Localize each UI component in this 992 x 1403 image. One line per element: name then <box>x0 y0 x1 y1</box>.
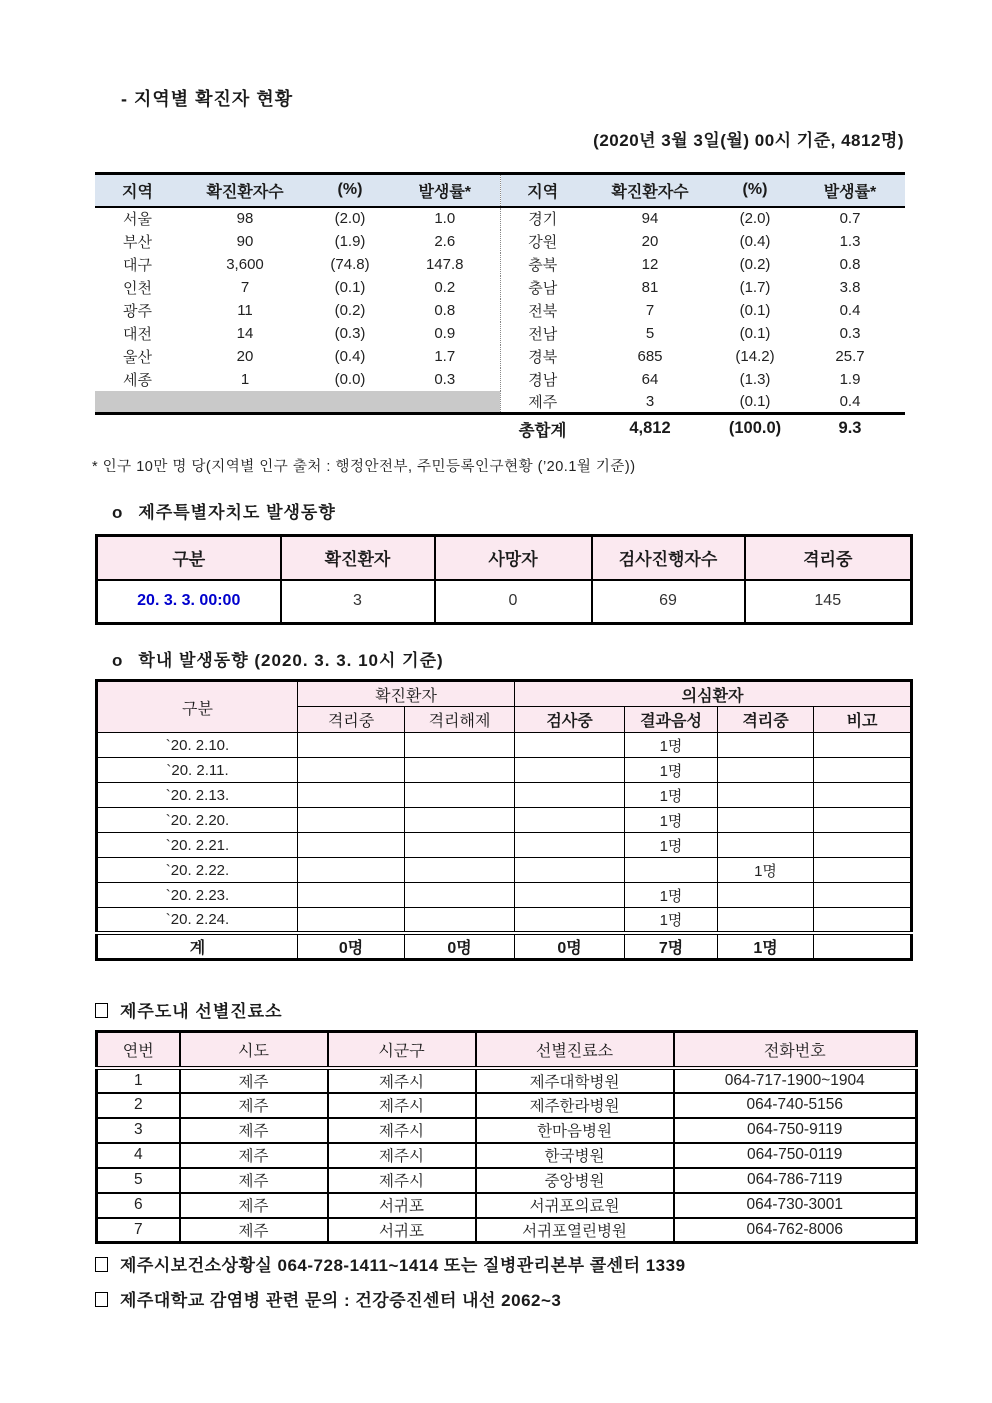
table-cell: 064-740-5156 <box>674 1093 917 1118</box>
section-title-clinics <box>95 997 283 1022</box>
table-cell: 1명 <box>625 758 718 783</box>
col-header-testing: 검사진행자수 <box>592 536 745 580</box>
table-cell <box>298 733 405 758</box>
table-cell <box>718 758 814 783</box>
table-row <box>97 1193 917 1218</box>
col-header-city: 시군구 <box>328 1032 476 1068</box>
col-header-testing: 검사중 <box>515 707 625 733</box>
table-cell: 대전 <box>123 325 152 343</box>
table-cell <box>718 908 814 933</box>
table-cell: 2.6 <box>434 232 456 250</box>
section-label: 학내 발생동향 (2020. 3. 3. 10시 기준) <box>138 651 444 670</box>
table-cell: 서울 <box>123 211 152 228</box>
table-cell <box>515 733 625 758</box>
table-row <box>97 808 912 833</box>
table-row <box>97 858 912 883</box>
table-cell: 경기 <box>500 207 585 230</box>
col-header-confirmed: 확진환자 <box>281 536 435 580</box>
table-cell: (0.2) <box>739 255 771 273</box>
col-header-deaths: 사망자 <box>435 536 592 580</box>
table-cell: 25.7 <box>835 347 865 365</box>
table-cell <box>515 883 625 908</box>
col-header-rate: 발생률* <box>390 174 500 207</box>
table-cell <box>718 833 814 858</box>
regional-table-body <box>95 207 905 414</box>
table-cell: 강원 <box>500 230 585 253</box>
total-row <box>95 414 905 443</box>
table-cell: 064-717-1900~1904 <box>674 1068 917 1093</box>
table-cell: 3,600 <box>226 255 264 273</box>
regional-table-total <box>95 414 905 443</box>
table-cell: 인천 <box>123 279 152 297</box>
table-row <box>95 299 905 322</box>
table-cell <box>515 758 625 783</box>
table-cell: `20. 2.13. <box>97 783 298 808</box>
footer-contact-line-1 <box>95 1251 686 1276</box>
table-cell: 685 <box>637 347 663 365</box>
table-cell: 1명 <box>625 908 718 933</box>
table-cell: 한마음병원 <box>476 1118 674 1143</box>
table-cell: (1.3) <box>739 370 771 388</box>
col-header-phone: 전화번호 <box>674 1032 917 1068</box>
group-header-suspected: 의심환자 <box>515 681 912 707</box>
col-header-province: 시도 <box>180 1032 328 1068</box>
table-row <box>97 536 912 580</box>
table-cell: (0.3) <box>334 324 366 342</box>
population-footnote: * 인구 10만 명 당(지역별 인구 출처 : 행정안전부, 주민등록인구현황 (’20.1월 기준)) <box>92 459 636 475</box>
empty-cell <box>180 414 310 443</box>
table-cell: 1명 <box>625 783 718 808</box>
table-cell: `20. 2.11. <box>97 758 298 783</box>
table-cell: 7 <box>645 301 655 319</box>
table-cell: 0.4 <box>795 391 905 414</box>
table-cell: 7 <box>240 278 250 296</box>
table-cell <box>718 733 814 758</box>
table-cell: 94 <box>641 210 659 227</box>
col-header-quarantine: 격리중 <box>298 707 405 733</box>
regional-confirmed-table <box>95 172 905 443</box>
table-cell: 11 <box>237 301 253 319</box>
table-row <box>97 783 912 808</box>
table-cell: 1명 <box>625 833 718 858</box>
table-cell: 064-750-9119 <box>674 1118 917 1143</box>
table-cell: 3 <box>585 391 715 414</box>
section-label: 제주특별자치도 발생동향 <box>138 503 336 522</box>
col-header-confirmed: 확진환자수 <box>180 174 310 207</box>
table-cell: 3 <box>281 580 435 624</box>
table-cell: 064-730-3001 <box>674 1193 917 1218</box>
school-status-header <box>97 681 912 733</box>
school-status-body <box>97 733 912 933</box>
table-cell: 충남 <box>500 276 585 299</box>
checkbox-square-icon <box>95 1292 108 1307</box>
table-cell: 대구 <box>123 256 152 274</box>
table-cell: 제주대학병원 <box>476 1068 674 1093</box>
table-cell <box>515 783 625 808</box>
table-cell: 20 <box>236 347 254 365</box>
table-cell <box>814 808 912 833</box>
table-cell: 제주시 <box>328 1143 476 1168</box>
table-cell: 0.3 <box>434 370 456 388</box>
table-cell <box>298 808 405 833</box>
regional-table-header <box>95 174 905 207</box>
table-cell: 서귀포 <box>328 1193 476 1218</box>
clinics-table-wrapper <box>95 1030 918 1244</box>
table-row <box>95 230 905 253</box>
table-cell: `20. 2.10. <box>97 733 298 758</box>
col-header-percent: (%) <box>715 174 795 207</box>
footer-contact-line-2 <box>95 1286 561 1311</box>
table-cell: 1.9 <box>839 370 861 388</box>
table-cell: 1 <box>240 370 250 388</box>
table-cell: 1.3 <box>839 232 861 250</box>
table-row <box>97 883 912 908</box>
section-label: 제주도내 선별진료소 <box>120 1002 283 1021</box>
table-cell: 064-786-7119 <box>674 1168 917 1193</box>
col-header-region: 지역 <box>95 174 180 207</box>
table-cell: 제주한라병원 <box>476 1093 674 1118</box>
table-row <box>95 253 905 276</box>
table-cell: 제주 <box>500 391 585 414</box>
table-cell <box>298 858 405 883</box>
school-status-total <box>97 933 912 960</box>
table-cell <box>405 808 515 833</box>
table-row <box>97 1168 917 1193</box>
table-cell: 0.8 <box>434 301 456 319</box>
clinics-table <box>95 1030 918 1244</box>
table-cell: 7 <box>97 1218 180 1243</box>
table-cell: 제주시 <box>328 1168 476 1193</box>
jeju-status-table-wrapper <box>95 534 913 625</box>
table-cell: 145 <box>745 580 912 624</box>
jeju-status-header <box>97 536 912 580</box>
table-cell: 세종 <box>123 371 152 389</box>
table-cell <box>298 783 405 808</box>
table-row <box>95 276 905 299</box>
table-cell <box>298 758 405 783</box>
table-cell: 충북 <box>500 253 585 276</box>
col-header-remarks: 비고 <box>814 707 912 733</box>
empty-cell <box>390 414 500 443</box>
table-row <box>95 207 905 230</box>
col-header-region: 지역 <box>500 174 585 207</box>
table-cell: 서귀포의료원 <box>476 1193 674 1218</box>
table-cell: 광주 <box>123 302 152 320</box>
col-header-quarantine: 격리중 <box>745 536 912 580</box>
table-cell: 1.7 <box>434 347 456 365</box>
table-cell <box>405 858 515 883</box>
table-cell: 1명 <box>625 883 718 908</box>
table-cell: 전북 <box>500 299 585 322</box>
table-cell: 0 <box>435 580 592 624</box>
table-cell: 제주시 <box>328 1093 476 1118</box>
table-cell: 12 <box>641 255 659 273</box>
table-cell <box>405 783 515 808</box>
table-row <box>97 758 912 783</box>
empty-cell <box>95 414 180 443</box>
checkbox-square-icon <box>95 1257 108 1272</box>
table-cell: 2 <box>97 1093 180 1118</box>
table-cell: (0.4) <box>739 232 771 250</box>
table-cell: `20. 2.24. <box>97 908 298 933</box>
table-cell: 1명 <box>718 858 814 883</box>
table-cell: (74.8) <box>330 255 370 273</box>
table-row <box>97 833 912 858</box>
footer-text: 제주대학교 감염병 관련 문의 : 건강증진센터 내선 2062~3 <box>120 1291 562 1310</box>
table-cell <box>405 733 515 758</box>
table-cell: (1.9) <box>334 232 366 250</box>
table-cell: `20. 2.23. <box>97 883 298 908</box>
jeju-status-table <box>95 534 913 625</box>
table-cell <box>814 908 912 933</box>
table-row <box>97 1143 917 1168</box>
table-cell: 147.8 <box>425 255 464 273</box>
total-percent: (100.0) <box>728 419 782 438</box>
section-title-school-status <box>112 646 444 671</box>
table-row <box>95 322 905 345</box>
total-released: 0명 <box>405 933 515 960</box>
table-cell: (1.7) <box>739 278 771 296</box>
table-cell: 90 <box>236 232 254 250</box>
table-cell: 69 <box>592 580 745 624</box>
table-cell: 서귀포 <box>328 1218 476 1243</box>
col-header-category: 구분 <box>97 681 298 733</box>
col-header-quarantine: 격리중 <box>718 707 814 733</box>
table-cell: 제주 <box>180 1218 328 1243</box>
group-header-confirmed: 확진환자 <box>298 681 515 707</box>
report-date-note: (2020년 3월 3일(월) 00시 기준, 4812명) <box>593 131 904 150</box>
table-row <box>95 174 905 207</box>
clinics-header <box>97 1032 917 1068</box>
table-cell <box>814 783 912 808</box>
table-cell <box>718 783 814 808</box>
table-cell: (0.1) <box>739 301 771 319</box>
table-row <box>97 1093 917 1118</box>
table-cell <box>814 858 912 883</box>
table-cell: `20. 2.20. <box>97 808 298 833</box>
table-cell: 64 <box>641 370 659 388</box>
table-cell: (0.0) <box>334 370 366 388</box>
col-header-released: 격리해제 <box>405 707 515 733</box>
total-label: 총합계 <box>518 421 567 440</box>
table-cell: 0.8 <box>839 255 861 273</box>
table-cell <box>718 883 814 908</box>
table-cell: 81 <box>641 278 659 296</box>
col-header-negative: 결과음성 <box>625 707 718 733</box>
table-cell: (0.1) <box>334 278 366 296</box>
table-cell: 1 <box>97 1068 180 1093</box>
table-cell <box>405 883 515 908</box>
total-label: 계 <box>97 933 298 960</box>
table-cell: 제주시 <box>328 1068 476 1093</box>
table-cell <box>515 858 625 883</box>
table-cell: 1명 <box>625 733 718 758</box>
table-cell: 3 <box>97 1118 180 1143</box>
table-cell: 서귀포열린병원 <box>476 1218 674 1243</box>
table-cell: 전남 <box>500 322 585 345</box>
table-cell: 제주 <box>180 1093 328 1118</box>
table-cell: 20. 3. 3. 00:00 <box>97 580 281 624</box>
table-cell: 98 <box>236 210 254 227</box>
page-title: - 지역별 확진자 현황 <box>121 89 294 109</box>
table-cell <box>298 908 405 933</box>
table-row <box>97 681 912 707</box>
table-cell <box>298 883 405 908</box>
table-cell: 5 <box>645 324 655 342</box>
total-rate: 9.3 <box>838 419 862 438</box>
col-header-clinic: 선별진료소 <box>476 1032 674 1068</box>
table-cell <box>515 808 625 833</box>
table-cell <box>390 391 500 414</box>
table-row <box>95 391 905 414</box>
table-cell: `20. 2.22. <box>97 858 298 883</box>
table-cell: (0.2) <box>334 301 366 319</box>
section-title-jeju-status <box>112 498 336 523</box>
table-cell <box>625 858 718 883</box>
col-header-rate: 발생률* <box>795 174 905 207</box>
table-cell <box>515 833 625 858</box>
table-cell: 064-762-8006 <box>674 1218 917 1243</box>
table-cell: 울산 <box>123 348 152 366</box>
table-row <box>97 733 912 758</box>
total-quarantine: 0명 <box>298 933 405 960</box>
table-cell <box>405 908 515 933</box>
table-cell <box>814 883 912 908</box>
empty-cell <box>310 414 390 443</box>
total-row <box>97 933 912 960</box>
table-cell: 20 <box>641 232 659 250</box>
table-cell <box>95 391 180 414</box>
col-header-confirmed: 확진환자수 <box>585 174 715 207</box>
bullet-o-icon: o <box>112 503 124 522</box>
jeju-status-body <box>97 580 912 624</box>
table-cell <box>180 391 310 414</box>
table-row <box>97 1068 917 1093</box>
table-cell: 제주 <box>180 1143 328 1168</box>
total-quarantine-suspected: 1명 <box>718 933 814 960</box>
col-header-category: 구분 <box>97 536 281 580</box>
table-cell <box>814 733 912 758</box>
table-cell <box>814 758 912 783</box>
table-cell: (2.0) <box>739 210 771 227</box>
table-row <box>95 368 905 391</box>
table-cell <box>405 833 515 858</box>
table-cell: 한국병원 <box>476 1143 674 1168</box>
table-cell: 064-750-0119 <box>674 1143 917 1168</box>
table-cell: `20. 2.21. <box>97 833 298 858</box>
table-cell: 0.3 <box>839 324 861 342</box>
table-cell <box>405 758 515 783</box>
table-cell: 제주 <box>180 1193 328 1218</box>
table-cell: 5 <box>97 1168 180 1193</box>
table-cell: (14.2) <box>735 347 775 365</box>
table-row <box>95 345 905 368</box>
table-cell <box>310 391 390 414</box>
table-row <box>97 580 912 624</box>
regional-table-wrapper <box>95 172 905 443</box>
total-testing: 0명 <box>515 933 625 960</box>
school-status-table <box>95 679 913 961</box>
table-row <box>97 908 912 933</box>
table-cell: 경북 <box>500 345 585 368</box>
table-row <box>97 1218 917 1243</box>
table-cell: (0.1) <box>739 324 771 342</box>
table-cell <box>814 833 912 858</box>
table-cell: 부산 <box>123 233 152 251</box>
table-cell: (2.0) <box>334 210 366 227</box>
table-cell: 경남 <box>500 368 585 391</box>
table-cell: (0.4) <box>334 347 366 365</box>
table-cell: 0.9 <box>434 324 456 342</box>
table-cell: 0.4 <box>839 301 861 319</box>
table-cell: 14 <box>236 324 254 342</box>
table-cell: 중앙병원 <box>476 1168 674 1193</box>
col-header-number: 연번 <box>97 1032 180 1068</box>
table-row <box>97 1118 917 1143</box>
table-cell: 제주 <box>180 1068 328 1093</box>
table-cell: 0.7 <box>839 210 861 227</box>
table-cell: (0.1) <box>715 391 795 414</box>
footer-text: 제주시보건소상황실 064-728-1411~1414 또는 질병관리본부 콜센터 1339 <box>120 1256 686 1275</box>
table-cell <box>718 808 814 833</box>
table-cell: 제주 <box>180 1168 328 1193</box>
table-cell: 1.0 <box>434 210 456 227</box>
total-negative: 7명 <box>625 933 718 960</box>
table-row <box>97 1032 917 1068</box>
table-cell: 3.8 <box>839 278 861 296</box>
table-cell: 4 <box>97 1143 180 1168</box>
table-cell: 1명 <box>625 808 718 833</box>
school-status-table-wrapper <box>95 679 913 961</box>
col-header-percent: (%) <box>310 174 390 207</box>
bullet-o-icon: o <box>112 651 124 670</box>
checkbox-square-icon <box>95 1003 108 1018</box>
table-cell <box>298 833 405 858</box>
table-cell <box>515 908 625 933</box>
clinics-body <box>97 1068 917 1243</box>
table-cell: 0.2 <box>434 278 456 296</box>
total-confirmed: 4,812 <box>629 419 671 438</box>
total-remarks <box>814 933 912 960</box>
table-cell: 제주시 <box>328 1118 476 1143</box>
table-cell: 제주 <box>180 1118 328 1143</box>
table-cell: 6 <box>97 1193 180 1218</box>
